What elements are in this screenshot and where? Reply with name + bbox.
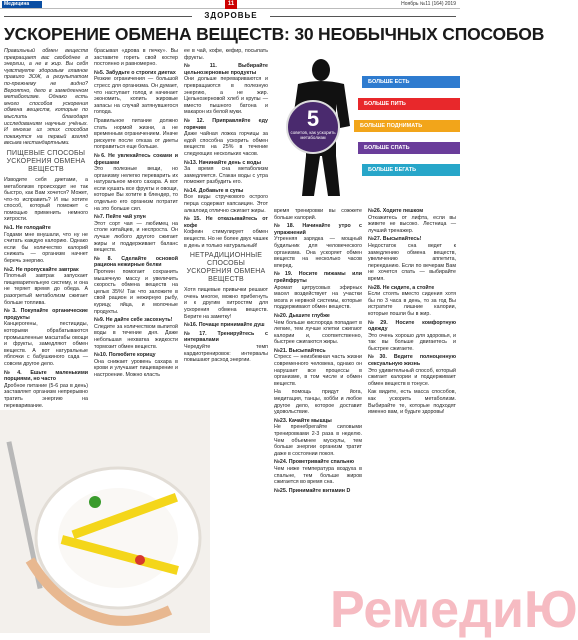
column-4 (274, 208, 362, 628)
tip-text: Это полезные вещи, но организму нелегко переварить их натуральное много сахара. А вот если кушать все фрукты и овощи, которые Вы хотите в блендер, то отдельно его организм потратит на это больше сил. (94, 166, 178, 212)
tip-heading: №13. Начинайте день с воды (184, 159, 262, 166)
tip-text: Утренняя зарядка — мощный будильник для человеческого организма. Она ускоряет обмен веществ на несколько часов вперед. (274, 236, 362, 269)
tip-heading: №24. Проветривайте спальню (274, 459, 355, 466)
tip-text: Кофеин стимулирует обмен веществ. Но не более двух чашек в день и только натуральный! (184, 229, 268, 249)
metabolism-infographic (272, 46, 460, 198)
tip-heading: №5. Забудьте о строгих диетах (94, 69, 176, 76)
tip-heading: №20. Дышите глубже (274, 312, 330, 319)
band-sleep-more: БОЛЬШЕ СПАТЬ (358, 142, 460, 154)
tip-text: Чередуйте темп кардиотренировок: интервалы повышают расход энергии. (184, 343, 268, 364)
tip-text: Чем больше кислорода попадает в легкие, тем лучше клетки сжигают калории и, соответственно, быстрее сжигаются жиры. (274, 319, 362, 346)
tip-text: Плотный завтрак запускает пищеварительную систему, и она не теряет время до обеда. А разогретый метаболизм сжигает больше топлива. (4, 273, 88, 306)
newspaper-logo: Медицина (2, 1, 42, 8)
paragraph: Правильное питание должно стать нормой жизни, а не временным ограничением. Иначе рискуете после отказа от диеты поправиться еще больше. (94, 117, 178, 151)
top-bar (0, 0, 460, 9)
tip-heading: №30. Ведите полноценную сексуальную жизнь (368, 354, 456, 368)
tip-text: Все виды стручкового острого перца содержат капсаицин. Этот алкалоид отлично сжигает жиры. (184, 194, 268, 214)
issue-info: Ноябрь №11 (164) 2019 (401, 1, 456, 7)
rubric-divider-left (4, 16, 192, 17)
paragraph: время тренировки вы сожжете больше калорий. (274, 208, 362, 221)
tip-heading: №28. Не сидите, а стойте (368, 284, 435, 291)
paragraph: На помощь придут йога, медитация, танцы, хобби и любое другое дело, которое доставит удовольствие. (274, 389, 362, 416)
tip-heading: №2. Не пропускайте завтрак (4, 266, 79, 273)
rubric-title: ЗДОРОВЬЕ (204, 11, 258, 20)
tip-text: Годами мне внушали, что ну не считать каждую калорию. Однако если бы количество калорий снижать — организм начнет беречь энергию. (4, 231, 88, 265)
paragraph: Изводите себя диетами, а метаболизм происходит не так быстро, как Вам хочется? Может, что-то исправить? И мы хотите способ, который поможет с помощью применить немного хитрости. (4, 176, 88, 223)
paragraph: брасывая «дрова в печку». Вы заставите гореть свой костер постоянно и равномерно. (94, 48, 178, 68)
paragraph: Как видите, есть масса способов, как ускорить метаболизм. Выбирайте те, которые подходят именно вам, и будьте здоровы! (368, 389, 456, 416)
tips-count: 5 (306, 106, 320, 131)
watermark-logo: РемедиЮ (330, 581, 578, 639)
tip-heading: №15. Не отказывайтесь от кофе (184, 216, 268, 229)
tip-heading: №19. Носите пижамы или грейпфруты (274, 271, 362, 284)
tip-text: Чем ниже температура воздуха в спальне, тем больше жиров сжигается во время сна. (274, 465, 362, 486)
tip-text: Она снижает уровень сахара в крови и улучшает пищеварение и настроение. Можно класть (94, 358, 178, 378)
tip-heading: №11. Выбирайте цельнозерновые продукты (184, 63, 268, 76)
paragraph: Хотя пищевые привычки решают очень многое, можно прибегнуть и к другим хитростям для ускорения обмена веществ. Берите на заметку! (184, 287, 268, 320)
tip-text: Следите за количеством выпитой воды в течение дня. Даже небольшая нехватка жидкости тормозит обмен веществ. (94, 323, 178, 350)
lead-paragraph: Правильный обмен веществ превращает вас свободнее в энергии, а не в жир. Вы себя чувствуете здоровым главное правило ЗОЖ, а результатом по-прежнему не видно? Вероятно, дело в замедленном метаболизме. Однако есть много способов ускорения обмена веществ, которые по мыслить благодаря исследованиям научных учёных. И многие из этих способов покажутся на первый взгляд весьма нестандартными. (4, 48, 88, 147)
tip-text: Даже чайная ложка горчицы за едой способна ускорить обмен веществ на 25% в течение следующих нескольких часов. (184, 131, 268, 157)
tip-heading: №14. Добавьте в супы (184, 187, 244, 194)
band-lift-more: БОЛЬШЕ ПОДНИМАТЬ (354, 120, 460, 132)
tip-text: Не пренебрегайте силовыми тренировками 2-3 раза в неделю. Чем объемнее мускулы, тем больше энергии организм тратит даже в состоянии покоя. (274, 424, 362, 457)
tip-text: Недостаток сна ведет к замедлению обмена веществ, увеличению аппетита, перееданию. Если по вечерам Вам не хочется спать — выбирайте время. (368, 242, 456, 282)
page-number: 11 (225, 0, 237, 9)
band-drink-more: БОЛЬШЕ ПИТЬ (358, 98, 460, 110)
tip-text: Канцерогены, пестициды, которыми обрабатываются промышленные масштабы овощи и фрукты, замедляют обмен веществ. А вот натуральные яблочки с бабушкиного сада — совсем другое дело. (4, 321, 88, 367)
tip-heading: №6. Не увлекайтесь соками и фрешами (94, 152, 178, 166)
column-3 (184, 48, 268, 410)
tip-heading: №26. Ходите пешком (368, 208, 424, 214)
tip-text: Если стоять вместо сидения хотя бы по 3 часа в день, то за год Вы истратите лишние калории, которые пошли бы в жир. (368, 291, 456, 317)
band-run-more: БОЛЬШЕ БЕГАТЬ (362, 164, 460, 176)
tips-count-badge (286, 100, 340, 154)
tip-text: Это очень хорошо для здоровья, и так вы больше двигаетесь и быстрее сжигаете. (368, 332, 456, 352)
tip-heading: №4. Ешьте маленькими порциями, но часто (4, 369, 88, 383)
tip-heading: №8. Сделайте основой рациона нежирные белки (94, 255, 178, 269)
tip-heading: №12. Приправляйте еду горячим (184, 117, 268, 131)
tip-text: Откажитесь от лифта, если вы живете не высоко. Лестница — лучший тренажер. (368, 214, 456, 234)
tip-text: Дробное питание (5-6 раз в день) заставляет организм непрерывно тратить энергию на переваривание. (4, 382, 88, 409)
column-5 (368, 208, 456, 628)
section-subtitle: ПИЩЕВЫЕ СПОСОБЫ УСКОРЕНИЯ ОБМЕНА ВЕЩЕСТВ (6, 149, 86, 173)
tip-text: Резкие ограничения — большой стресс для организма. Он думает, что наступает голод и начинает экономить, копить жировые запасы на случай затянувшегося голода. (94, 76, 178, 116)
tip-text: За время сна метаболизм замедляется. Стакан воды с утра поможет разбудить его. (184, 166, 268, 186)
tip-heading: №1. Не голодайте (4, 225, 51, 232)
tip-text: Они дольше перевариваются и превращаются в полезную энергию, а не жир. Цельнозерновой хлеб и крупы — вместо пышного батона и макарон из белой муки. (184, 76, 268, 116)
tip-text: Аромат цитрусовых эфирных масел воздействует на участки мозга и нервной системы, которые поддерживают обмен веществ. (274, 284, 362, 311)
tip-heading: №25. Принимайте витамин D (274, 487, 351, 494)
section-subtitle: НЕТРАДИЦИОННЫЕ СПОСОБЫ УСКОРЕНИЯ ОБМЕНА ВЕЩЕСТВ (186, 252, 266, 284)
column-2 (94, 48, 178, 410)
tips-caption: советов, как ускорить метаболизм (290, 130, 336, 140)
tip-heading: №17. Тренируйтесь с интервалами (184, 330, 268, 344)
article-headline: УСКОРЕНИЕ ОБМЕНА ВЕЩЕСТВ: 30 НЕОБЫЧНЫХ СПОСОБОВ (4, 24, 545, 44)
tip-heading: №7. Пейте чай улун (94, 214, 146, 221)
rubric-divider-right (270, 16, 456, 17)
tip-heading: №23. Качайте мышцы (274, 417, 332, 424)
tip-heading: №21. Высыпайтесь (274, 347, 326, 354)
tip-heading: №10. Полюбите корицу (94, 352, 156, 359)
column-1 (4, 48, 88, 408)
diet-plate-photo (0, 410, 210, 633)
tip-heading: №9. Не дайте себе засохнуть! (94, 317, 173, 324)
tip-text: Это удивительный способ, который сжигает калории и поддерживает обмен веществ в тонусе. (368, 367, 456, 387)
tip-text: Протеин помогает сохранить мышечную массу и увеличить скорость обмена веществ на целых 35%! Так что заложите в свой рацион и нежирную рыбу, курицу, яйца, и молочные продукты. (94, 269, 178, 315)
paragraph: ее в чай, кофе, кефир, посыпать фрукты. (184, 48, 268, 61)
tip-text: Стресс — неизбежная часть жизни современного человека, однако он нарушает все процессы в организме, в том числе и обмен веществ. (274, 354, 362, 387)
tip-heading: №29. Носите комфортную одежду (368, 319, 456, 333)
tip-heading: №16. Почаще принимайте душ (184, 322, 265, 329)
tip-heading: №27. Высыпайтесь! (368, 236, 422, 243)
tip-text: Этот сорт чая — любимец на столе китайцев, и неспроста. Он лучше любого другого сжигает жиры и поддерживает баланс веществ. (94, 220, 178, 254)
band-eat-more: БОЛЬШЕ ЕСТЬ (362, 76, 460, 88)
tip-heading: №3. Покупайте органические продукты (4, 308, 88, 321)
tip-heading: №18. Начинайте утро с упражнений (274, 223, 362, 236)
